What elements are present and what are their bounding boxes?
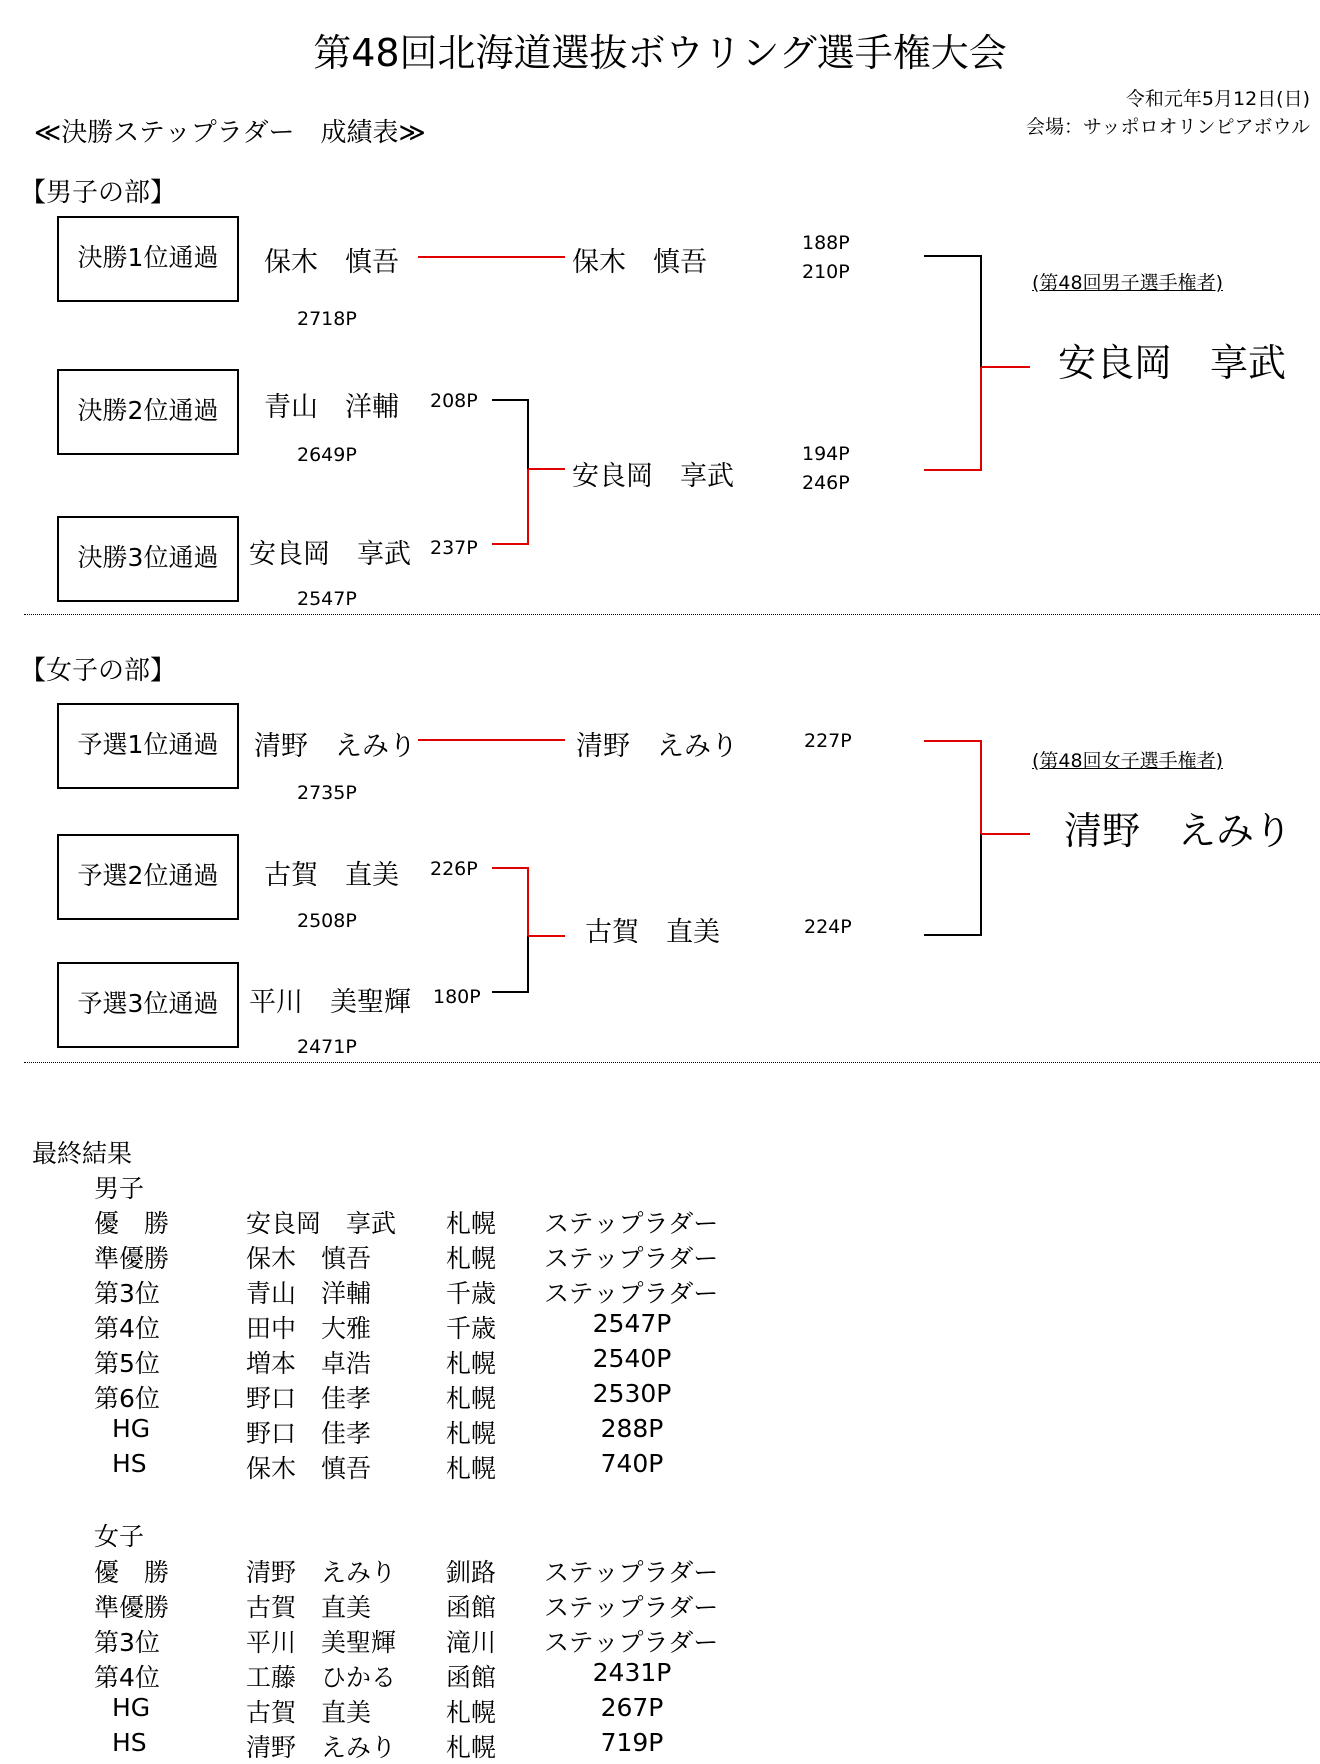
men-seed3-name: 安良岡 享武 (249, 539, 411, 570)
women-seed1-label: 予選1位通過 (57, 703, 239, 789)
men-result-result: ステップラダー (544, 1279, 719, 1308)
women-result-result: 2431P (592, 1658, 672, 1687)
men-result-city: 札幌 (446, 1454, 497, 1483)
men-semi-bottom-name: 安良岡 享武 (572, 461, 734, 492)
men-champion-label: (第48回男子選手権者) (1032, 272, 1224, 294)
men-result-rank: 第6位 (94, 1384, 160, 1413)
men-seed2-label: 決勝2位通過 (57, 369, 239, 455)
women-result-result: ステップラダー (544, 1593, 719, 1622)
women-semi-bottom-name: 古賀 直美 (585, 917, 720, 948)
men-line-seed2 (492, 400, 528, 469)
women-result-name: 古賀 直美 (246, 1593, 372, 1622)
men-seed2-total: 2649P (297, 444, 357, 466)
men-result-rank: HS (112, 1449, 147, 1478)
women-result-name: 清野 えみり (246, 1733, 397, 1762)
men-seed2-score: 208P (430, 390, 478, 412)
women-result-city: 函館 (446, 1593, 497, 1622)
men-result-result: ステップラダー (544, 1244, 719, 1273)
women-result-rank: 準優勝 (94, 1593, 170, 1622)
women-seed2-name: 古賀 直美 (264, 860, 399, 891)
section-divider-1 (24, 614, 1320, 615)
men-seed2-name: 青山 洋輔 (264, 392, 399, 423)
women-line-seed2 (492, 868, 528, 936)
women-champion-label: (第48回女子選手権者) (1032, 750, 1224, 772)
men-result-result: 2547P (592, 1309, 672, 1338)
men-result-result: 740P (600, 1449, 664, 1478)
women-result-name: 古賀 直美 (246, 1698, 372, 1727)
men-result-result: 2540P (592, 1344, 672, 1373)
men-champion-name: 安良岡 享武 (1058, 341, 1287, 385)
men-seed3-total: 2547P (297, 588, 357, 610)
men-result-name: 野口 佳孝 (246, 1419, 372, 1448)
men-result-rank: 優 勝 (94, 1209, 170, 1238)
women-champion-name: 清野 えみり (1064, 809, 1293, 853)
page-title: 第48回北海道選抜ボウリング選手権大会 (313, 31, 1007, 75)
men-result-name: 田中 大雅 (246, 1314, 372, 1343)
men-semi-top-score1: 188P (802, 232, 850, 254)
page-subtitle: ≪決勝ステップラダー 成績表≫ (34, 118, 426, 148)
men-result-name: 保木 慎吾 (246, 1244, 372, 1273)
men-result-city: 札幌 (446, 1244, 497, 1273)
women-seed2-label: 予選2位通過 (57, 834, 239, 920)
men-line-seed3 (492, 469, 528, 544)
men-semi-bottom-score2: 246P (802, 472, 850, 494)
men-result-result: ステップラダー (544, 1209, 719, 1238)
women-result-result: ステップラダー (544, 1628, 719, 1657)
men-result-rank: 第4位 (94, 1314, 160, 1343)
final-results-title: 最終結果 (32, 1139, 133, 1168)
men-seed3-score: 237P (430, 537, 478, 559)
women-seed2-score: 226P (430, 858, 478, 880)
women-result-city: 釧路 (446, 1558, 497, 1587)
men-semi-top-name: 保木 慎吾 (572, 247, 707, 278)
final-results-women-heading: 女子 (94, 1522, 145, 1551)
women-result-result: ステップラダー (544, 1558, 719, 1587)
women-section-title: 【女子の部】 (20, 656, 177, 686)
men-seed3-label: 決勝3位通過 (57, 516, 239, 602)
women-line-final-bottom (924, 834, 981, 935)
women-line-final-top (924, 741, 981, 834)
women-result-rank: HG (112, 1693, 151, 1722)
women-seed2-total: 2508P (297, 910, 357, 932)
event-date: 令和元年5月12日(日) (1125, 88, 1310, 110)
section-divider-2 (24, 1062, 1320, 1063)
men-result-name: 保木 慎吾 (246, 1454, 372, 1483)
men-result-name: 増本 卓浩 (246, 1349, 372, 1378)
women-result-rank: 第3位 (94, 1628, 160, 1657)
men-seed1-total: 2718P (297, 308, 357, 330)
women-seed3-total: 2471P (297, 1036, 357, 1058)
men-semi-bottom-score1: 194P (802, 443, 850, 465)
men-section-title: 【男子の部】 (20, 178, 177, 208)
final-results-men-heading: 男子 (94, 1174, 145, 1203)
men-result-rank: 準優勝 (94, 1244, 170, 1273)
men-seed1-label: 決勝1位通過 (57, 216, 239, 302)
event-venue: 会場：サッポロオリンピアボウル (1025, 116, 1310, 138)
men-result-name: 青山 洋輔 (246, 1279, 372, 1308)
women-result-result: 267P (600, 1693, 664, 1722)
men-result-name: 安良岡 享武 (246, 1209, 397, 1238)
men-result-city: 札幌 (446, 1209, 497, 1238)
men-line-final-top (924, 256, 981, 367)
women-seed3-name: 平川 美聖輝 (249, 987, 411, 1018)
men-result-city: 千歳 (446, 1314, 497, 1343)
women-result-rank: HS (112, 1728, 147, 1757)
women-semi-top-score: 227P (804, 730, 852, 752)
women-semi-top-name: 清野 えみり (576, 731, 738, 762)
men-result-name: 野口 佳孝 (246, 1384, 372, 1413)
men-result-city: 札幌 (446, 1384, 497, 1413)
women-seed1-name: 清野 えみり (254, 731, 416, 762)
women-result-name: 平川 美聖輝 (246, 1628, 397, 1657)
men-result-rank: 第5位 (94, 1349, 160, 1378)
women-result-result: 719P (600, 1728, 664, 1757)
men-result-rank: 第3位 (94, 1279, 160, 1308)
women-result-name: 工藤 ひかる (246, 1663, 397, 1692)
women-result-rank: 優 勝 (94, 1558, 170, 1587)
women-result-city: 滝川 (446, 1628, 497, 1657)
men-result-city: 札幌 (446, 1419, 497, 1448)
women-seed3-score: 180P (433, 986, 481, 1008)
women-result-name: 清野 えみり (246, 1558, 397, 1587)
men-semi-top-score2: 210P (802, 261, 850, 283)
men-result-result: 2530P (592, 1379, 672, 1408)
women-seed3-label: 予選3位通過 (57, 962, 239, 1048)
women-result-city: 札幌 (446, 1698, 497, 1727)
men-result-result: 288P (600, 1414, 664, 1443)
women-result-city: 函館 (446, 1663, 497, 1692)
women-result-city: 札幌 (446, 1733, 497, 1762)
women-line-seed3 (492, 936, 528, 992)
women-seed1-total: 2735P (297, 782, 357, 804)
men-result-rank: HG (112, 1414, 151, 1443)
men-seed1-name: 保木 慎吾 (264, 247, 399, 278)
men-line-final-bottom (924, 367, 981, 470)
women-semi-bottom-score: 224P (804, 916, 852, 938)
men-result-city: 札幌 (446, 1349, 497, 1378)
women-result-rank: 第4位 (94, 1663, 160, 1692)
men-result-city: 千歳 (446, 1279, 497, 1308)
